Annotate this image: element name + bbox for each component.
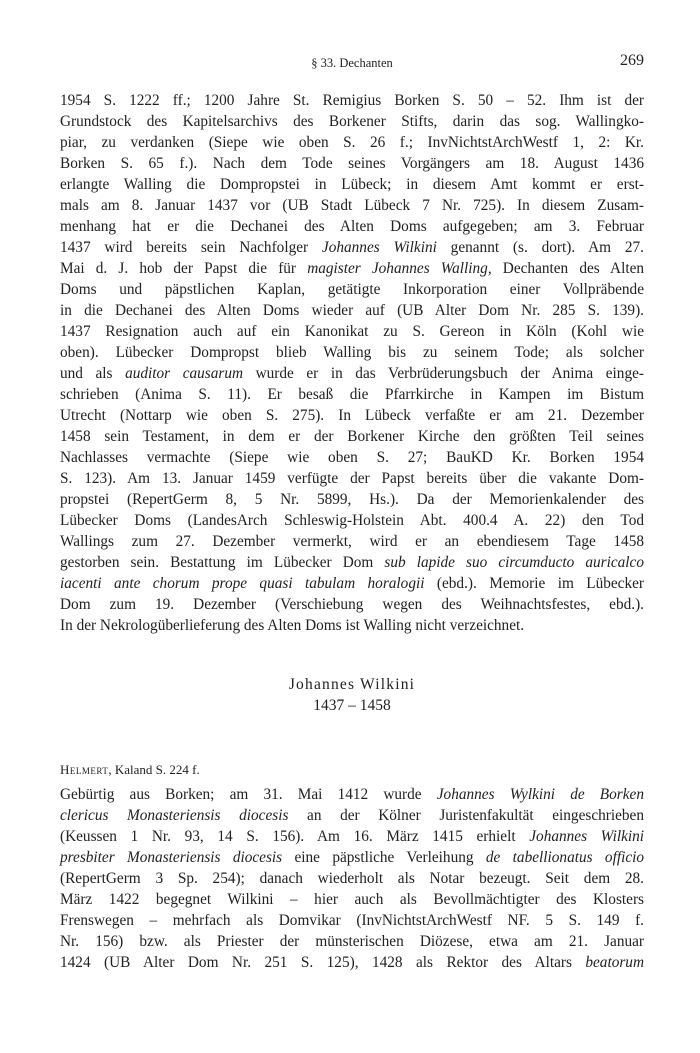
text-line: schrieben (Anima S. 11). Er besaß die Pfarrkirche in Kampen im Bistum	[60, 386, 644, 403]
text-line: In der Nekrologüberlieferung des Alten Doms ist Walling nicht verzeichnet.	[60, 617, 525, 634]
text-line: Lübecker Doms (LandesArch Schleswig-Holstein Abt. 400.4 A. 22) den Tod	[60, 512, 644, 529]
text-line: 1437 Resignation auch auf ein Kanonikat zu S. Gereon in Köln (Kohl wie	[60, 323, 644, 340]
italic-phrase: clericus Monasteriensis diocesis	[60, 807, 289, 824]
text-line: Wallings zum 27. Dezember vermerkt, wird er an ebendiesem Tage 1458	[60, 533, 644, 550]
reference-line	[60, 762, 644, 778]
section-heading-dates: 1437 – 1458	[313, 697, 391, 714]
text-line: mals am 8. Januar 1437 vor (UB Stadt Lübeck 7 Nr. 725). In diesem Zusam-	[60, 197, 644, 214]
italic-phrase: iacenti ante chorum prope quasi tabulam horalogii	[60, 575, 425, 592]
text-line: Gebürtig aus Borken; am 31. Mai 1412 wurde Johannes Wylkini de Borken	[60, 786, 644, 803]
italic-phrase: magister Johannes Walling,	[307, 260, 492, 277]
text-line: iacenti ante chorum prope quasi tabulam horalogii (ebd.). Memorie im Lübecker	[60, 575, 644, 592]
text-line: presbiter Monasteriensis diocesis eine päpstliche Verleihung de tabellionatus officio	[60, 849, 645, 866]
text-line: 1424 (UB Alter Dom Nr. 251 S. 125), 1428 als Rektor des Altars beatorum	[60, 954, 644, 971]
text-line: Nachlasses vermachte (Siepe wie oben S. 27; BauKD Kr. Borken 1954	[60, 449, 644, 466]
text-line: piar, zu verdanken (Siepe wie oben S. 26 f.; InvNichtstArchWestf 1, 2: Kr.	[60, 134, 644, 151]
text-line: (Keussen 1 Nr. 93, 14 S. 156). Am 16. März 1415 erhielt Johannes Wilkini	[60, 828, 645, 845]
italic-phrase: Johannes Wilkini	[529, 828, 645, 845]
italic-phrase: beatorum	[585, 954, 644, 971]
text-line: Grundstock des Kapitelsarchivs des Borkener Stifts, darin das sog. Wallingko-	[60, 113, 644, 130]
text-line: Doms und päpstlichen Kaplan, getätigte Inkorporation einer Vollpräbende	[60, 281, 644, 298]
text-line: S. 123). Am 13. Januar 1459 verfügte der Papst bereits über die vakante Dom-	[60, 470, 644, 487]
text-line: oben). Lübecker Dompropst blieb Walling bis zu seinem Tode; als solcher	[60, 344, 644, 361]
italic-phrase: Johannes Wilkini	[321, 239, 437, 256]
section-heading	[60, 674, 644, 716]
text-line: 1458 sein Testament, in dem er der Borkener Kirche den größten Teil seines	[60, 428, 644, 445]
text-line: und als auditor causarum wurde er in das Verbrüderungsbuch der Anima einge-	[60, 365, 644, 382]
text-line: propstei (RepertGerm 8, 5 Nr. 5899, Hs.). Da der Memorienkalender des	[60, 491, 644, 508]
text-line: gestorben sein. Bestattung im Lübecker Dom sub lapide suo circumducto auricalco	[60, 554, 644, 571]
page-number: 269	[620, 52, 644, 69]
running-head	[60, 52, 644, 74]
text-line: 1954 S. 1222 ff.; 1200 Jahre St. Remigius Borken S. 50 – 52. Ihm ist der	[60, 92, 644, 109]
text-line: Frenswegen – mehrfach als Domvikar (InvNichtstArchWestf NF. 5 S. 149 f.	[60, 912, 644, 929]
text-line: 1437 wird bereits sein Nachfolger Johannes Wilkini genannt (s. dort). Am 27.	[60, 239, 645, 256]
text-line: erlangte Walling die Dompropstei in Lübeck; in diesem Amt kommt er erst-	[60, 176, 644, 193]
text-line: clericus Monasteriensis diocesis an der Kölner Juristenfakultät eingeschrieben	[60, 807, 644, 824]
text-line: Nr. 156) bzw. als Priester der münsterischen Diözese, etwa am 21. Januar	[60, 933, 644, 950]
italic-phrase: presbiter Monasteriensis diocesis	[60, 849, 283, 866]
text-line: Borken S. 65 f.). Nach dem Tode seines Vorgängers am 18. August 1436	[60, 155, 644, 172]
paragraph-wilkini	[60, 784, 644, 973]
running-title: § 33. Dechanten	[311, 56, 393, 70]
text-line: in die Dechanei des Alten Doms wieder auf (UB Alter Dom Nr. 285 S. 139).	[60, 302, 644, 319]
text-line: Utrecht (Nottarp wie oben S. 275). In Lübeck verfaßte er am 21. Dezember	[60, 407, 644, 424]
text-line: (RepertGerm 3 Sp. 254); danach wiederholt als Notar bezeugt. Seit dem 28.	[60, 870, 644, 887]
italic-phrase: Johannes Wylkini de Borken	[436, 786, 644, 803]
italic-phrase: de tabellionatus officio	[485, 849, 645, 866]
text-line: Mai d. J. hob der Papst die für magister Johannes Walling, Dechanten des Alten	[60, 260, 645, 277]
italic-phrase: sub lapide suo circumducto auricalco	[384, 554, 644, 571]
section-heading-name: Johannes Wilkini	[288, 676, 416, 693]
reference-detail: , Kaland S. 224 f.	[108, 762, 200, 777]
paragraph-walling	[60, 90, 644, 636]
italic-phrase: auditor causarum	[125, 365, 244, 382]
text-line: menhang hat er die Dechanei des Alten Doms aufgegeben; am 3. Februar	[60, 218, 644, 235]
text-line: Dom zum 19. Dezember (Verschiebung wegen des Weihnachtsfestes, ebd.).	[60, 596, 644, 613]
reference-author: Helmert	[60, 762, 109, 777]
text-line: März 1422 begegnet Wilkini – hier auch als Bevollmächtigter des Klosters	[60, 891, 644, 908]
